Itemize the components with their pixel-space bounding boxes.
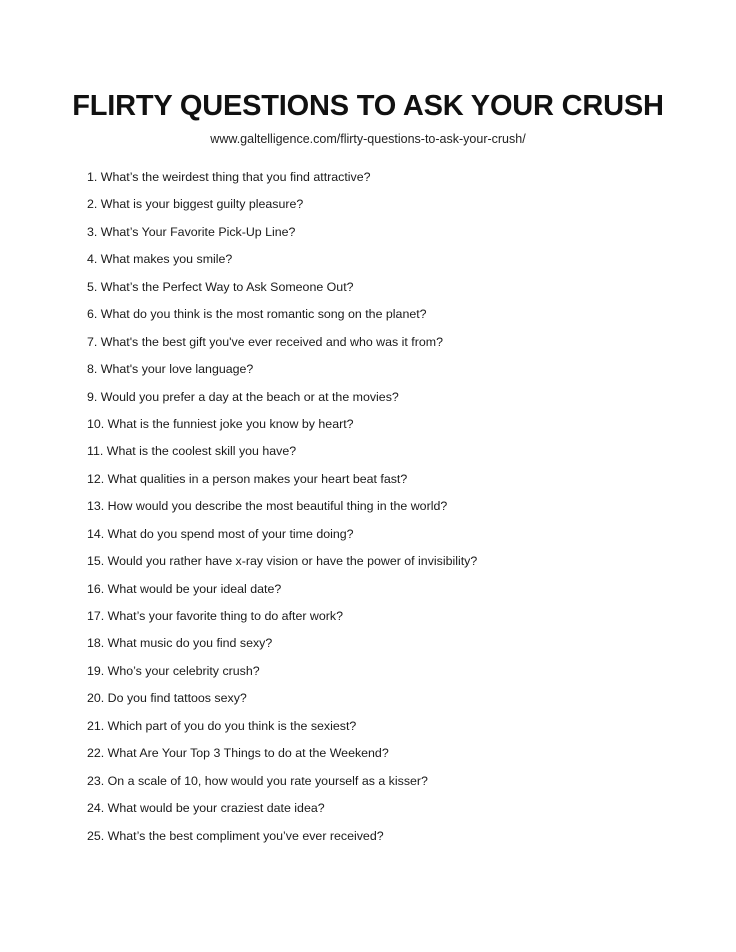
list-item: 9. Would you prefer a day at the beach or at the movies? bbox=[87, 389, 399, 404]
list-item: 6. What do you think is the most romantic song on the planet? bbox=[87, 307, 427, 322]
list-item: 19. Who’s your celebrity crush? bbox=[87, 663, 260, 678]
list-item: 2. What is your biggest guilty pleasure? bbox=[87, 197, 304, 212]
list-item: 4. What makes you smile? bbox=[87, 252, 233, 267]
list-item: 23. On a scale of 10, how would you rate yourself as a kisser? bbox=[87, 773, 428, 788]
question-list bbox=[87, 169, 477, 855]
list-item: 15. Would you rather have x-ray vision or have the power of invisibility? bbox=[87, 554, 478, 569]
list-item: 20. Do you find tattoos sexy? bbox=[87, 691, 247, 706]
list-item: 14. What do you spend most of your time doing? bbox=[87, 526, 354, 541]
list-item: 8. What's your love language? bbox=[87, 362, 254, 377]
list-item: 18. What music do you find sexy? bbox=[87, 636, 273, 651]
list-item: 25. What’s the best compliment you’ve ever received? bbox=[87, 828, 384, 843]
source-url: www.galtelligence.com/flirty-questions-to-ask-your-crush/ bbox=[210, 132, 526, 146]
list-item: 3. What’s Your Favorite Pick-Up Line? bbox=[87, 224, 296, 239]
list-item: 5. What’s the Perfect Way to Ask Someone Out? bbox=[87, 279, 354, 294]
list-item: 22. What Are Your Top 3 Things to do at the Weekend? bbox=[87, 746, 389, 761]
list-item: 24. What would be your craziest date idea? bbox=[87, 801, 325, 816]
list-item: 16. What would be your ideal date? bbox=[87, 581, 282, 596]
list-item: 7. What's the best gift you've ever received and who was it from? bbox=[87, 334, 443, 349]
list-item: 12. What qualities in a person makes your heart beat fast? bbox=[87, 471, 408, 486]
list-item: 10. What is the funniest joke you know by heart? bbox=[87, 416, 354, 431]
list-item: 21. Which part of you do you think is the sexiest? bbox=[87, 718, 357, 733]
list-item: 11. What is the coolest skill you have? bbox=[87, 444, 297, 459]
page-title: FLIRTY QUESTIONS TO ASK YOUR CRUSH bbox=[72, 90, 664, 122]
list-item: 13. How would you describe the most beautiful thing in the world? bbox=[87, 499, 448, 514]
list-item: 1. What’s the weirdest thing that you find attractive? bbox=[87, 170, 371, 184]
list-item: 17. What’s your favorite thing to do after work? bbox=[87, 609, 343, 623]
